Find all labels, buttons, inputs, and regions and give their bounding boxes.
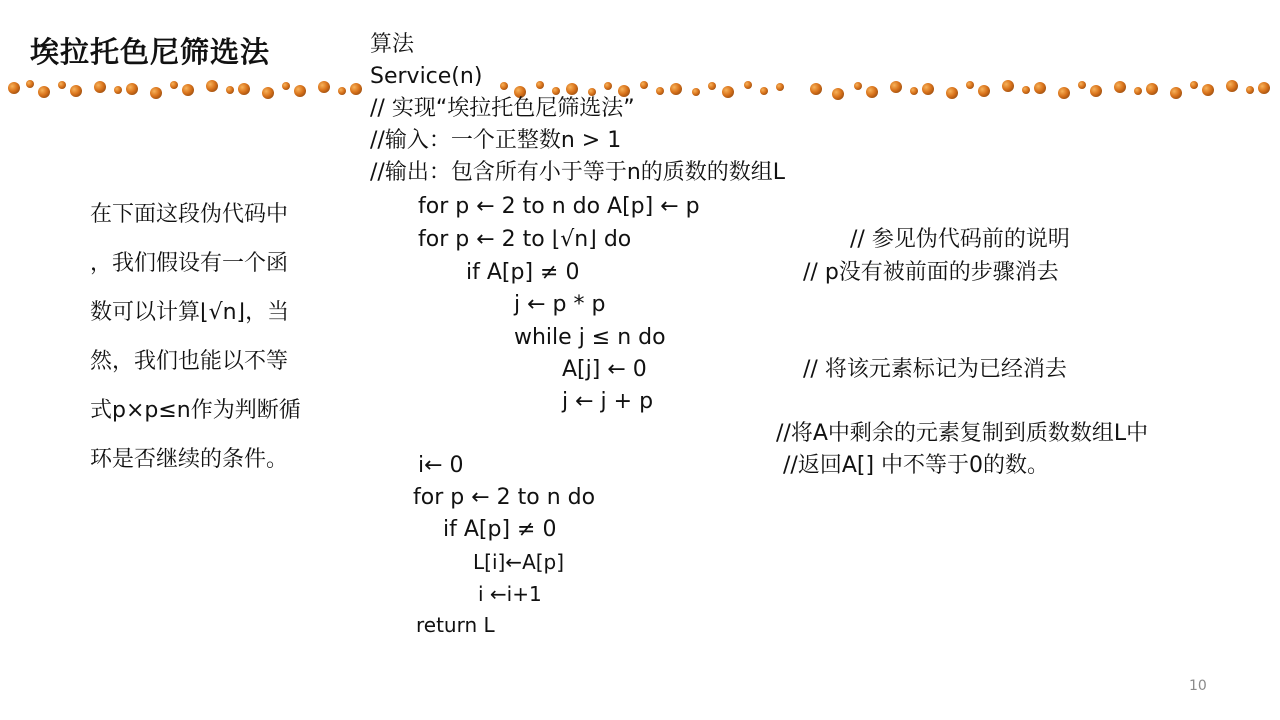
bead-decoration [922, 83, 934, 95]
note-line: 数可以计算⌊√n⌋，当 [90, 300, 290, 325]
bead-decoration [1022, 86, 1030, 94]
code-line-algorithm: 算法 [370, 32, 415, 57]
bead-decoration [206, 80, 218, 92]
code-line-i-increment: i ←i+1 [478, 582, 542, 606]
bead-decoration [640, 81, 648, 89]
bead-decoration [338, 87, 346, 95]
bead-decoration [1090, 85, 1102, 97]
comment-see-note: // 参见伪代码前的说明 [850, 227, 1070, 252]
bead-decoration [854, 82, 862, 90]
bead-decoration [282, 82, 290, 90]
bead-decoration [1134, 87, 1142, 95]
bead-decoration [318, 81, 330, 93]
bead-decoration [692, 88, 700, 96]
bead-decoration [910, 87, 918, 95]
bead-decoration [58, 81, 66, 89]
bead-decoration [656, 87, 664, 95]
bead-decoration [1190, 81, 1198, 89]
bead-decoration [978, 85, 990, 97]
code-line-if-nonzero: if A[p] ≠ 0 [466, 260, 580, 285]
bead-decoration [744, 81, 752, 89]
bead-decoration [8, 82, 20, 94]
code-line-sqrt-loop: for p ← 2 to ⌊√n⌋ do [418, 227, 632, 252]
bead-decoration [1002, 80, 1014, 92]
bead-decoration [150, 87, 162, 99]
bead-decoration [776, 83, 784, 91]
bead-decoration [262, 87, 274, 99]
bead-decoration [890, 81, 902, 93]
note-line: 然，我们也能以不等 [90, 349, 289, 374]
bead-decoration [38, 86, 50, 98]
bead-decoration [350, 83, 362, 95]
bead-decoration [1246, 86, 1254, 94]
bead-decoration [866, 86, 878, 98]
bead-decoration [1078, 81, 1086, 89]
bead-decoration [1114, 81, 1126, 93]
code-line-j-increment: j ← j + p [562, 389, 654, 414]
bead-decoration [670, 83, 682, 95]
left-note [90, 190, 360, 484]
code-line-signature: Service(n) [370, 64, 483, 89]
bead-decoration [70, 85, 82, 97]
code-line-mark-zero: A[j] ← 0 [562, 357, 647, 382]
bead-decoration [1058, 87, 1070, 99]
bead-decoration [182, 84, 194, 96]
bead-decoration [1146, 83, 1158, 95]
bead-decoration [226, 86, 234, 94]
bead-decoration [126, 83, 138, 95]
bead-decoration [966, 81, 974, 89]
note-line: 式p×p≤n作为判断循 [90, 398, 301, 423]
bead-decoration [832, 88, 844, 100]
code-line-comment-output: //输出：包含所有小于等于n的质数的数组L [370, 160, 786, 185]
comment-copy-primes: //将A中剩余的元素复制到质数数组L中 [776, 421, 1149, 446]
bead-decoration [114, 86, 122, 94]
code-line-j-assign: j ← p * p [514, 292, 606, 317]
code-line-copy-loop: for p ← 2 to n do [413, 485, 596, 510]
code-line-while: while j ≤ n do [514, 325, 666, 350]
code-line-assign-l: L[i]←A[p] [473, 550, 565, 574]
bead-decoration [946, 87, 958, 99]
note-line: 环是否继续的条件。 [90, 447, 289, 472]
bead-decoration [1202, 84, 1214, 96]
bead-divider-right [810, 80, 1280, 96]
bead-divider-left [8, 80, 368, 96]
bead-decoration [708, 82, 716, 90]
note-line: ，我们假设有一个函 [90, 251, 289, 276]
code-line-comment-purpose: // 实现“埃拉托色尼筛选法” [370, 96, 635, 121]
bead-decoration [760, 87, 768, 95]
bead-decoration [536, 81, 544, 89]
comment-mark-eliminated: // 将该元素标记为已经消去 [803, 357, 1067, 382]
bead-decoration [294, 85, 306, 97]
code-line-i-init: i← 0 [418, 453, 464, 478]
bead-decoration [722, 86, 734, 98]
bead-decoration [1170, 87, 1182, 99]
bead-decoration [1258, 82, 1270, 94]
slide-title: 埃拉托色尼筛选法 [30, 35, 271, 69]
bead-decoration [94, 81, 106, 93]
bead-decoration [500, 82, 508, 90]
page-number: 10 [1189, 678, 1207, 694]
bead-decoration [170, 81, 178, 89]
bead-decoration [238, 83, 250, 95]
code-line-if-copy: if A[p] ≠ 0 [443, 517, 557, 542]
comment-not-eliminated: // p没有被前面的步骤消去 [803, 260, 1059, 285]
note-line: 在下面这段伪代码中 [90, 202, 289, 227]
bead-decoration [26, 80, 34, 88]
code-line-comment-input: //输入：一个正整数n > 1 [370, 128, 622, 153]
bead-decoration [604, 82, 612, 90]
comment-return-nonzero: //返回A[] 中不等于0的数。 [783, 453, 1050, 478]
code-line-init-loop: for p ← 2 to n do A[p] ← p [418, 194, 700, 219]
bead-decoration [1226, 80, 1238, 92]
code-line-return: return L [416, 613, 495, 637]
bead-decoration [1034, 82, 1046, 94]
bead-decoration [810, 83, 822, 95]
